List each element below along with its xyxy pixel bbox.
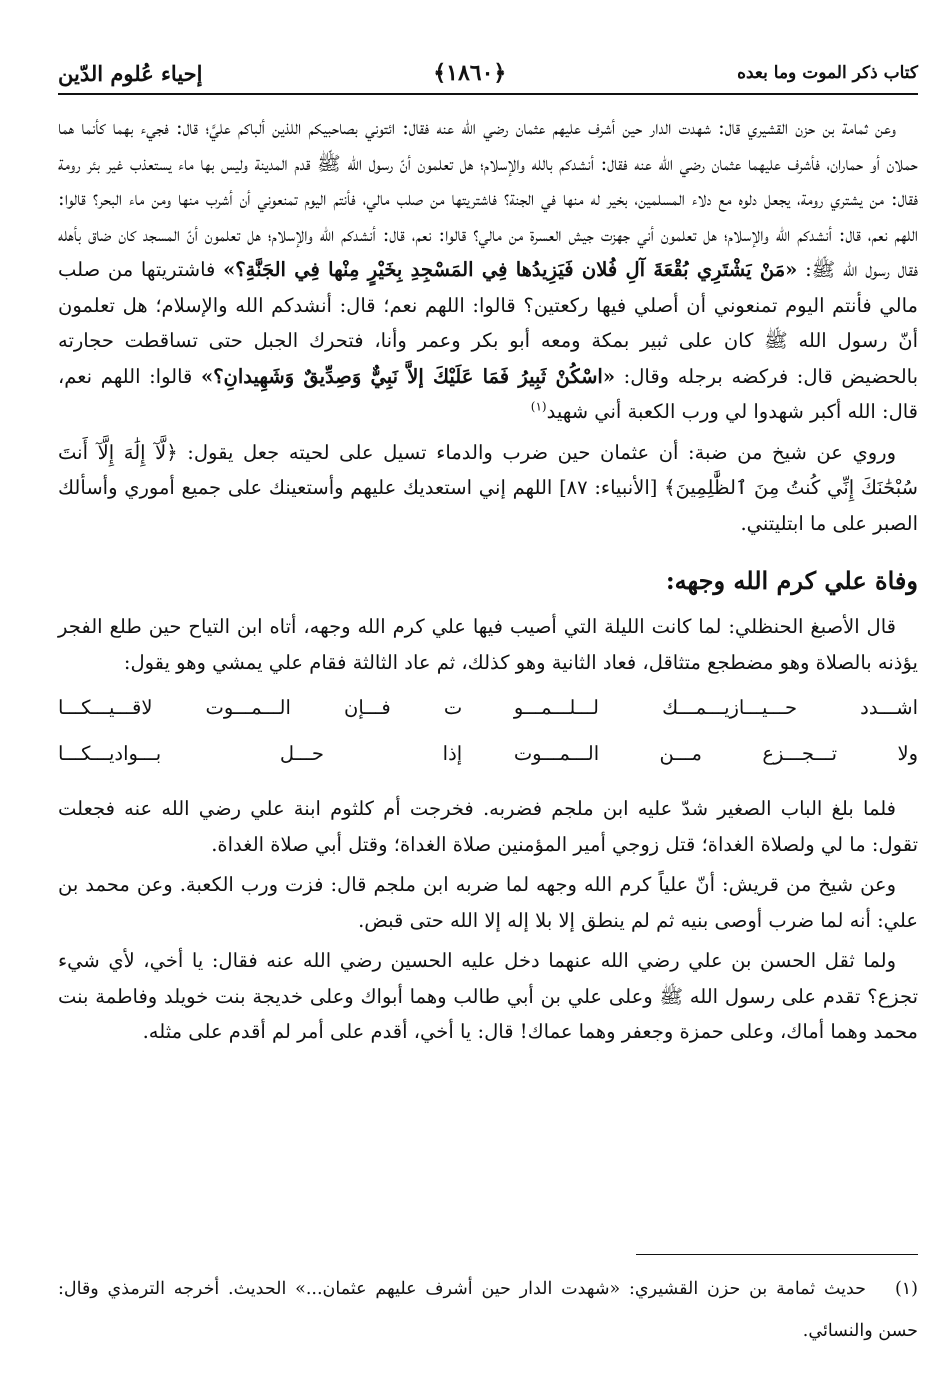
footnote-marker: (١) — [530, 399, 547, 414]
footnote-number: (١) — [894, 1279, 918, 1299]
poem-hemistich: اشـــدد حـــيـــازيـــمـــك لـــلـــمـــو — [513, 696, 918, 719]
paragraph-ibn-muljam: فلما بلغ الباب الصغير شدّ عليه ابن ملجم فضربه. فخرجت أم كلثوم ابنة علي رضي الله عنه فجعلت تقول: ما لي ولصلاة الغداة؛ قتل زوجي أمير المؤمنين صلاة الغداة؛ وقتل أبي صلاة الغداة. — [58, 797, 918, 856]
paragraph-hasan: ولما ثقل الحسن بن علي رضي الله عنهما دخل عليه الحسين رضي الله عنه فقال: يا أخي، لأي شيء تجزع؟ تقدم على رسول الله ﷺ وعلى علي بن أبي طالب وهما أبواك وعلى خديجة بنت خويلد وفاطمة بنت محمد وهما أماك، وعلى حمزة وجعفر وهما عماك! قال: يا أخي، أقدم على أمر لم أقدم على مثله. — [58, 949, 918, 1043]
page-header — [58, 56, 918, 90]
poem-hemistich: ت فـــإن الـــمـــوت لاقـــيـــكـــا — [58, 696, 463, 719]
chapter-title: كتاب ذكر الموت وما بعده — [737, 63, 918, 83]
footnotes — [58, 1268, 918, 1352]
book-title: إحياء عُلوم الدّين — [58, 60, 203, 86]
poem-line — [58, 685, 918, 731]
paragraph-ali-death: قال الأصبغ الحنظلي: لما كانت الليلة التي أصيب فيها علي كرم الله وجهه، أتاه ابن التياح حين طلع الفجر يؤذنه بالصلاة وهو مضطجع متثاقل، فعاد الثانية وهو كذلك، ثم عاد الثالثة فقام علي يمشي وهو يقول: — [58, 615, 918, 674]
main-text — [58, 110, 918, 1055]
paragraph-quraysh-sheikh: وعن شيخ من قريش: أنّ علياً كرم الله وجهه لما ضربه ابن ملجم قال: فزت ورب الكعبة. وعن محمد بن علي: أنه لما ضرب أوصى بنيه ثم لم ينطق إلا بلا إله إلا الله حتى قبض. — [58, 873, 918, 932]
footnote-divider — [636, 1254, 918, 1255]
hadith-quote: «مَنْ يَشْتَرِي بُقْعَةَ آلِ فُلان فَيَزِيدُها فِي المَسْجِدِ بِخَيْرٍ مِنْها فِي الجَنَّةِ؟» — [223, 258, 798, 281]
header-divider — [58, 93, 918, 95]
poem-line — [58, 731, 918, 777]
paragraph-uthman-death: وروي عن شيخ من ضبة: أن عثمان حين ضرب والدماء تسيل على لحيته جعل يقول: ﴿لَّآ إِلَٰهَ إِلَّآ أَنتَ سُبْحَٰنَكَ إِنِّي كُنتُ مِنَ ٱلظَّٰلِمِينَ﴾ [الأنبياء: ٨٧] اللهم إني استعديك عليهم وأستعينك على جميع أموري وأسألك الصبر على ما ابتليتني. — [58, 440, 918, 535]
hadith-quote: «اسْكُنْ ثَبِيرُ فَمَا عَلَيْكَ إلاَّ نَبِيٌّ وَصِدِّيقٌ وَشَهِيدانِ؟» — [201, 364, 616, 388]
paragraph-text: وعن ثمامة بن حزن القشيري قال: شهدت الدار حين أشرف عليهم عثمان رضي الله عنه فقال: ائتوني بصاحبيكم اللذين ألباكم عليَّ؛ قال: فجيء بهما كأنما هما حملان أو حماران، فأشرف عليهما عثمان رضي الله عنه فقال: أنشدكم بالله والإسلام؛ هل تعلمون أنّ رسول الله ﷺ قدم المدينة وليس بها ماء يستعذب غير بئر رومة فقال: من يشتري رومة، يجعل دلوه مع دلاء المسلمين، بخير له منها في الجنة؟ فاشتريتها من صلب مالي، فأنتم اليوم تمنعوني أن أشرب منها ومن ماء البحر؟ قالوا: اللهم نعم، قال: أنشدكم الله والإسلام؛ هل تعلمون أني جهزت جيش العسرة من مالي؟ قالوا: نعم، قال: أنشدكم الله والإسلام؛ هل تعلمون أنّ المسجد كان ضاق بأهله فقال رسول الله ﷺ: — [58, 116, 918, 281]
poem-hemistich: ولا تـــجـــزع مـــن الـــمـــوت — [513, 742, 918, 765]
poem — [58, 685, 918, 777]
paragraph-uthman-testimony — [58, 110, 918, 430]
footnote-text: حديث ثمامة بن حزن القشيري: «شهدت الدار حين أشرف عليهم عثمان...» الحديث. أخرجه الترمذي وقال: حسن والنسائي. — [58, 1279, 918, 1341]
page-number: ﴿١٨٦٠﴾ — [433, 60, 507, 86]
paragraph-text: قالوا: اللهم نعم، قال: الله أكبر شهدوا لي ورب الكعبة أني شهيد — [58, 364, 918, 423]
poem-hemistich: إذا حـــل بـــواديـــكـــا — [58, 742, 463, 765]
paragraph-text: فاشتريتها من صلب مالي فأنتم اليوم تمنعوني أن أصلي فيها ركعتين؟ قالوا: اللهم نعم؛ قال: أنشدكم الله والإسلام؛ هل تعلمون أنّ رسول الله ﷺ كان على ثبير بمكة ومعه أبو بكر وعمر وأنا، فتحرك الجبل حتى تساقطت حجارته بالحضيض قال: فركضه برجله وقال: — [58, 258, 919, 388]
footnote-item — [58, 1268, 918, 1352]
section-heading: وفاة علي كرم الله وجهه: — [665, 566, 918, 595]
